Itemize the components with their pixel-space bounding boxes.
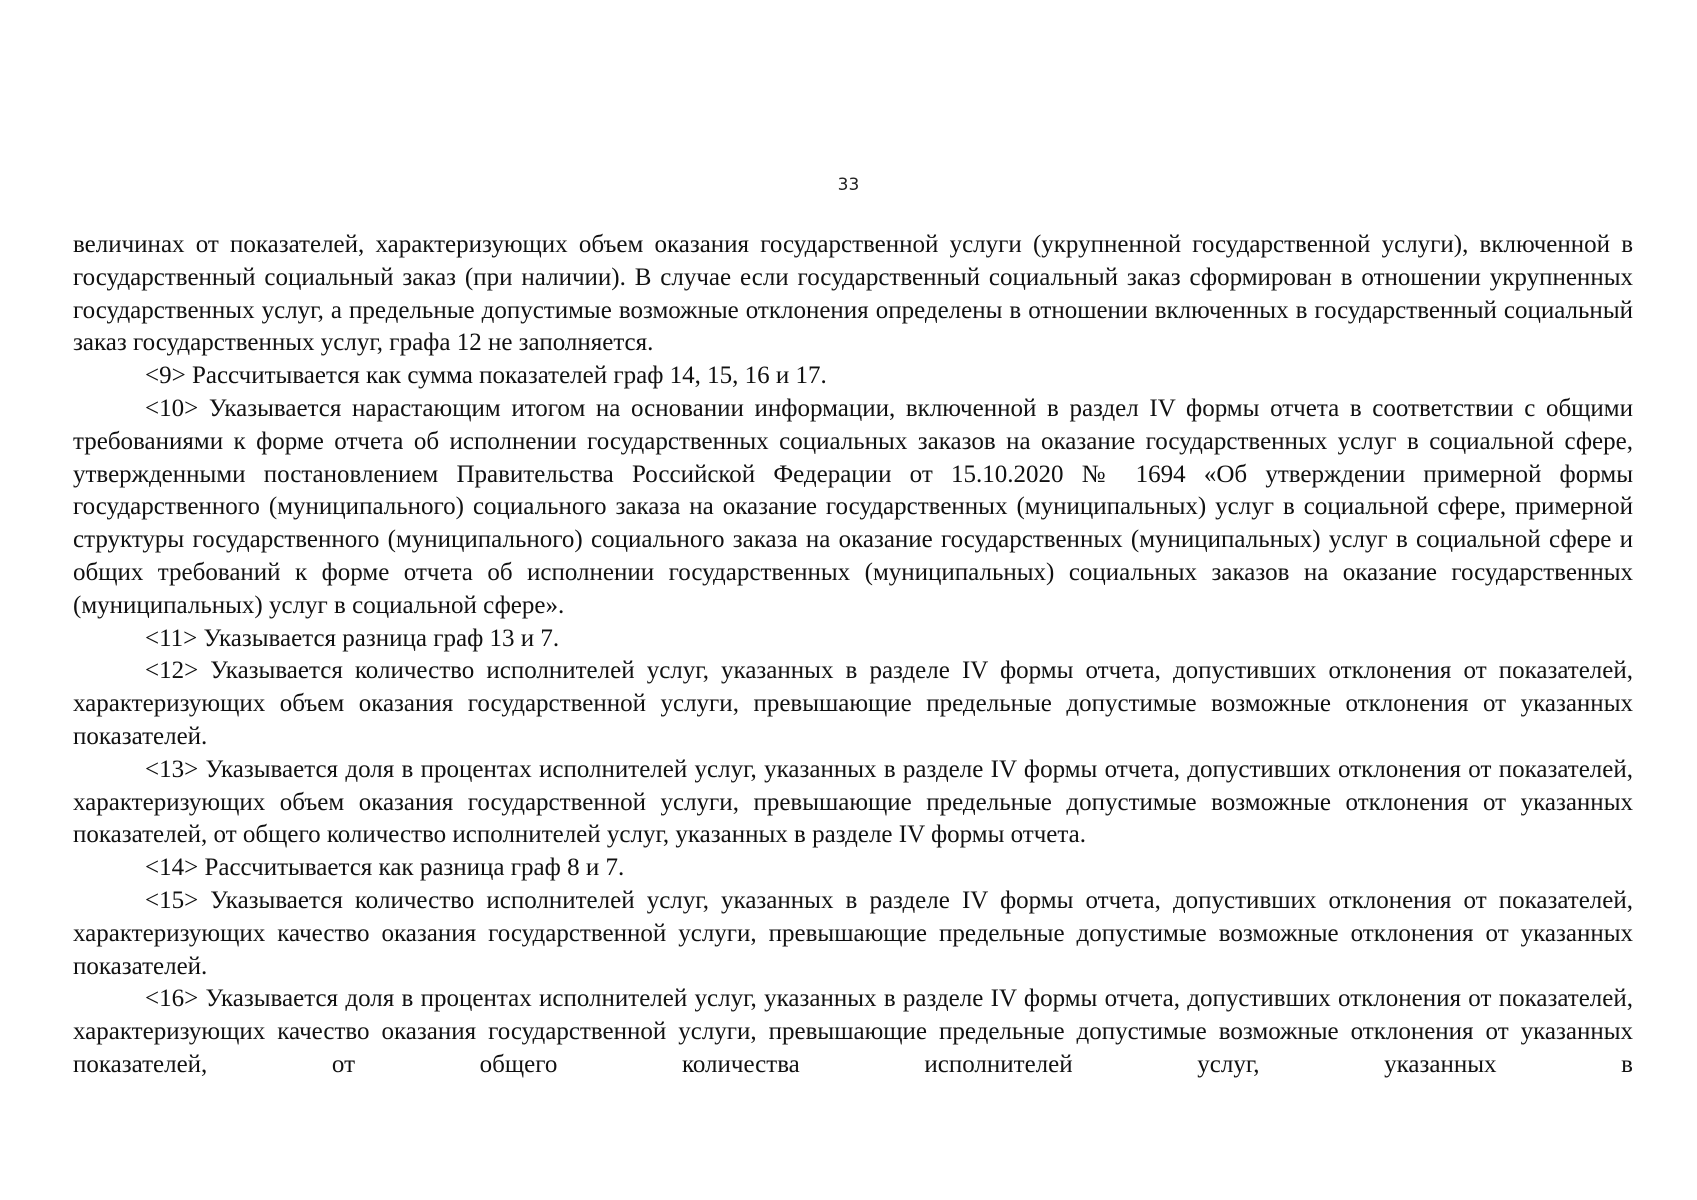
footnote-12: <12> Указывается количество исполнителей услуг, указанных в разделе IV формы отчета, допустивших отклонения от показателей, характеризующих объем оказания государственной услуги, превышающие предельные допустимые возможные отклонения от указанных показателей. <box>73 657 1633 750</box>
document-body <box>73 229 1633 1082</box>
footnote-16: <16> Указывается доля в процентах исполнителей услуг, указанных в разделе IV формы отчета, допустивших отклонения от показателей, характеризующих качество оказания государственной услуги, превышающие предельные допустимые возможные отклонения от указанных показателей, от общего количества исполнителей услуг, указанных в <box>73 985 1633 1078</box>
page-number: 33 <box>837 175 860 195</box>
footnote-11: <11> Указывается разница граф 13 и 7. <box>145 624 560 652</box>
paragraph-continuation: величинах от показателей, характеризующих объем оказания государственной услуги (укрупненной государственной услуги), включенной в государственный социальный заказ (при наличии). В случае если государственный социальный заказ сформирован в отношении укрупненных государственных услуг, а предельные допустимые возможные отклонения определены в отношении включенных в государственный социальный заказ государственных услуг, графа 12 не заполняется. <box>73 231 1633 357</box>
footnote-13: <13> Указывается доля в процентах исполнителей услуг, указанных в разделе IV формы отчета, допустивших отклонения от показателей, характеризующих объем оказания государственной услуги, превышающие предельные допустимые возможные отклонения от указанных показателей, от общего количество исполнителей услуг, указанных в разделе IV формы отчета. <box>73 755 1633 849</box>
footnote-14: <14> Рассчитывается как разница граф 8 и 7. <box>145 854 625 882</box>
footnote-10: <10> Указывается нарастающим итогом на основании информации, включенной в раздел IV формы отчета в соответствии с общими требованиями к форме отчета об исполнении государственных социальных заказов на оказание государственных услуг в социальной сфере, утвержденными постановлением Правительства Российской Федерации от 15.10.2020 № 1694 «Об утверждении примерной формы государственного (муниципального) социального заказа на оказание государственных (муниципальных) услуг в социальной сфере, примерной структуры государственного (муниципального) социального заказа на оказание государственных (муниципальных) услуг в социальной сфере и общих требований к форме отчета об исполнении государственных (муниципальных) социальных заказов на оказание государственных (муниципальных) услуг в социальной сфере». <box>73 394 1633 619</box>
footnote-9: <9> Рассчитывается как сумма показателей граф 14, 15, 16 и 17. <box>145 362 827 390</box>
footnote-15: <15> Указывается количество исполнителей услуг, указанных в разделе IV формы отчета, допустивших отклонения от показателей, характеризующих качество оказания государственной услуги, превышающие предельные допустимые возможные отклонения от указанных показателей. <box>73 886 1633 980</box>
